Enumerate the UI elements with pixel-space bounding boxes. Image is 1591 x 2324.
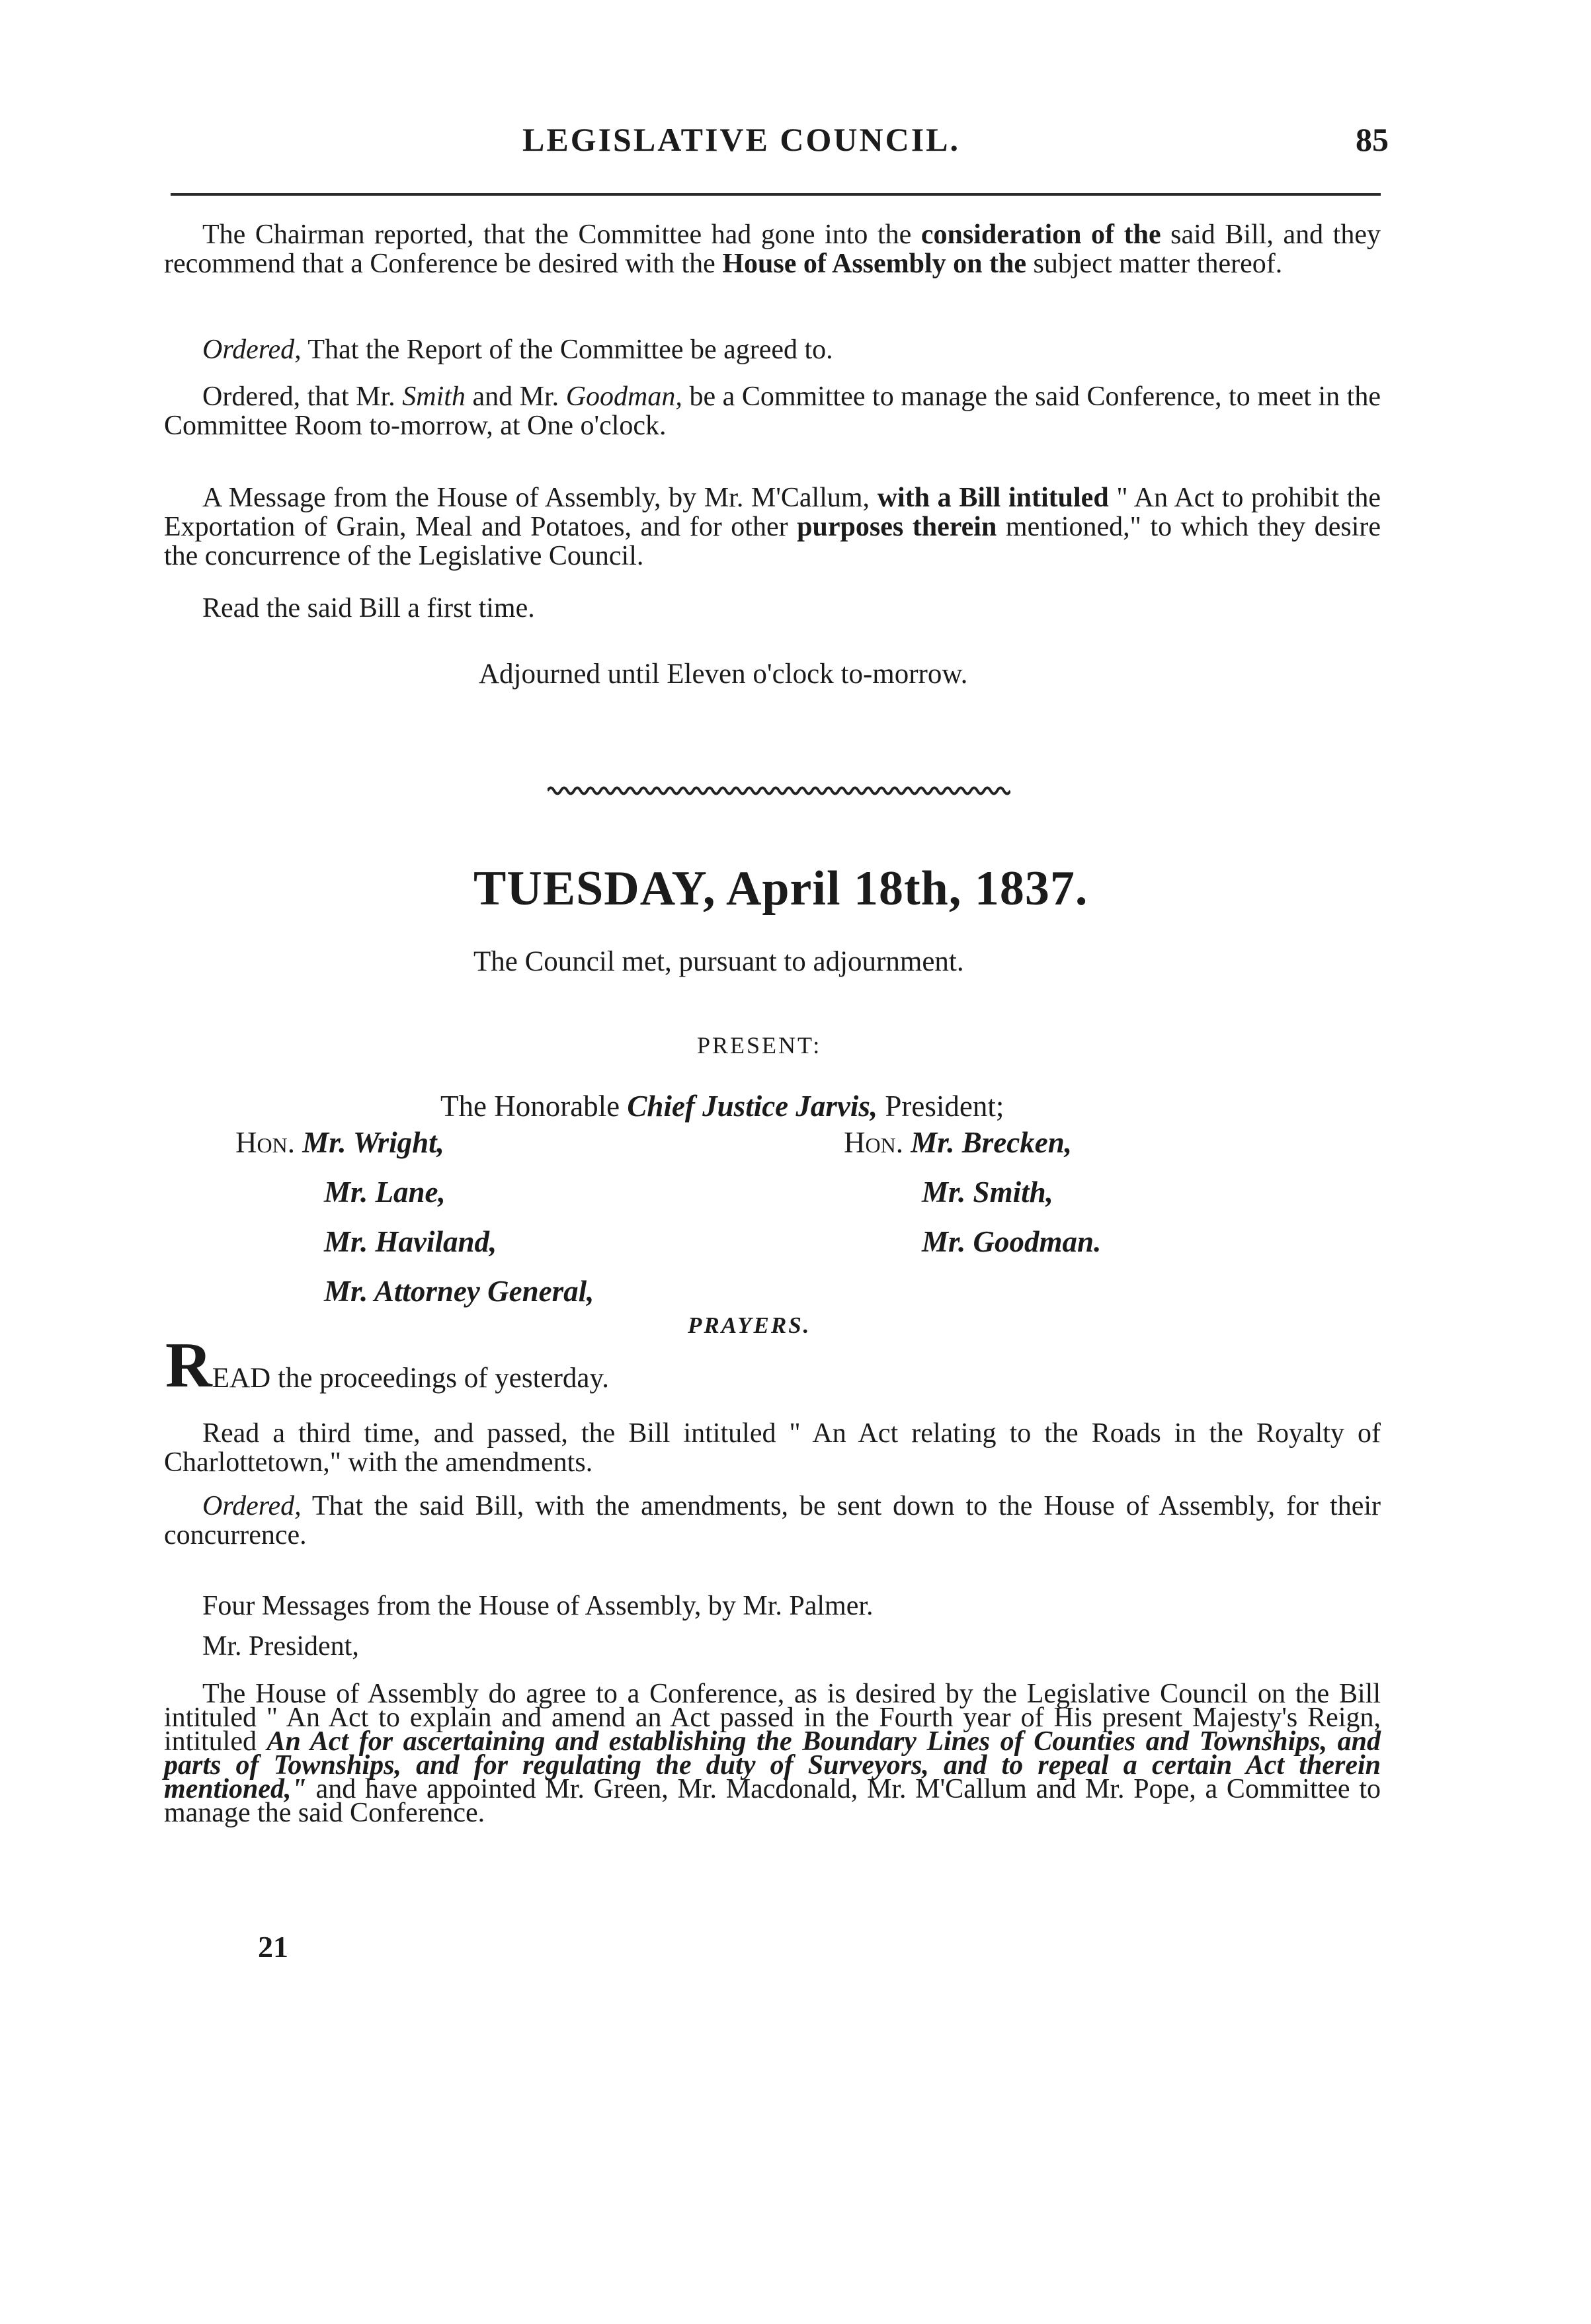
member-row: Mr. Smith, [922, 1176, 1053, 1209]
signature-mark: 21 [258, 1930, 288, 1964]
members-right-column [844, 1118, 1101, 1267]
present-label: PRESENT: [697, 1032, 822, 1059]
member-row: Mr. Lane, [324, 1176, 446, 1209]
paragraph-message-bill [164, 483, 1381, 571]
member-row: Mr. Goodman. [922, 1225, 1102, 1258]
member-name: Mr. Wright, [302, 1126, 444, 1159]
paragraph-ordered-sent-down [164, 1492, 1381, 1550]
text-run-bold: consideration of the [920, 220, 1161, 250]
header-rule [171, 193, 1381, 196]
read-proceedings-line [165, 1330, 609, 1401]
text-run: said Bill, and they recommend that a Conference be desired with the [164, 220, 1381, 279]
paragraph-ordered-committee [164, 382, 1381, 440]
member-name: Smith [402, 381, 466, 412]
adjourned-line: Adjourned until Eleven o'clock to-morrow. [479, 659, 968, 690]
president-name: Chief Justice Jarvis, [627, 1090, 878, 1123]
text-run: Ordered, that Mr. [202, 381, 403, 412]
text-run: subject matter thereof. [1026, 249, 1283, 279]
member-name: Mr. Brecken, [911, 1126, 1072, 1159]
hon-label: Hon. [235, 1126, 295, 1159]
paragraph-chairman-report [164, 220, 1381, 278]
page-number: 85 [1356, 121, 1389, 158]
act-title-italic: An Act for ascertaining and establishing the Boundary Lines of Counties and Townships, and parts of Townships, and for regulating the duty of Surveyors, and to repeal a certain Act therein mentioned," [164, 1726, 1381, 1804]
wavy-divider [548, 783, 1010, 798]
text-run: The House of Assembly do agree to a Conference, as is desired by the Legislative Council on the Bill intituled " An Act to explain and amend an Act passed in the Fourth year of His present Majesty's Reign, intituled [164, 1679, 1381, 1757]
council-met-line: The Council met, pursuant to adjournment. [473, 946, 964, 977]
text-run: EAD the proceedings of yesterday. [212, 1363, 609, 1394]
text-run: mentioned," to which they desire the concurrence of the Legislative Council. [164, 512, 1381, 571]
hon-label: Hon. [844, 1126, 903, 1159]
ordered-lead: Ordered, [202, 335, 302, 365]
paragraph-ordered-report [164, 335, 1381, 364]
text-run: The Chairman reported, that the Committee had gone into the [202, 220, 921, 250]
prayers-heading: PRAYERS. [688, 1312, 811, 1338]
members-left-column [235, 1118, 594, 1316]
ordered-lead: Ordered, [202, 1491, 302, 1521]
text-run: That the Report of the Committee be agreed to. [301, 335, 833, 365]
text-run: President; [877, 1090, 1004, 1123]
text-run: and have appointed Mr. Green, Mr. Macdonald, Mr. M'Callum and Mr. Pope, a Committee to manage the said Conference. [164, 1774, 1381, 1828]
text-run: That the said Bill, with the amendments, be sent down to the House of Assembly, for their concurrence. [164, 1491, 1381, 1550]
text-run-bold: House of Assembly on the [722, 249, 1027, 279]
member-row: Mr. Haviland, [324, 1225, 497, 1258]
member-row [235, 1118, 594, 1168]
member-name: Goodman, [565, 381, 682, 412]
date-heading: TUESDAY, April 18th, 1837. [473, 861, 1088, 916]
paragraph-third-reading: Read a third time, and passed, the Bill intituled " An Act relating to the Roads in the Royalty of Charlottetown," with the amendments. [164, 1418, 1381, 1478]
paragraph-conference-agreement [164, 1679, 1381, 1828]
drop-cap: R [165, 1330, 212, 1401]
running-header-title: LEGISLATIVE COUNCIL. [522, 121, 961, 158]
text-run: " An Act to prohibit the Exportation of Grain, Meal and Potatoes, and for other [164, 483, 1381, 542]
paragraph-first-reading: Read the said Bill a first time. [202, 593, 535, 623]
text-run: The Honorable [440, 1090, 628, 1123]
paragraph-four-messages: Four Messages from the House of Assembly, by Mr. Palmer. [202, 1591, 874, 1621]
text-run: A Message from the House of Assembly, by Mr. M'Callum, [202, 483, 877, 513]
text-run: be a Committee to manage the said Conference, to meet in the Committee Room to-morrow, at One o'clock. [164, 381, 1381, 441]
member-row: Mr. Attorney General, [324, 1275, 594, 1308]
text-run: and Mr. [465, 381, 566, 412]
text-run-bold: purposes therein [797, 512, 997, 542]
text-run-bold: with a Bill intituled [877, 483, 1109, 513]
salutation: Mr. President, [202, 1631, 359, 1662]
member-row [844, 1118, 1101, 1168]
